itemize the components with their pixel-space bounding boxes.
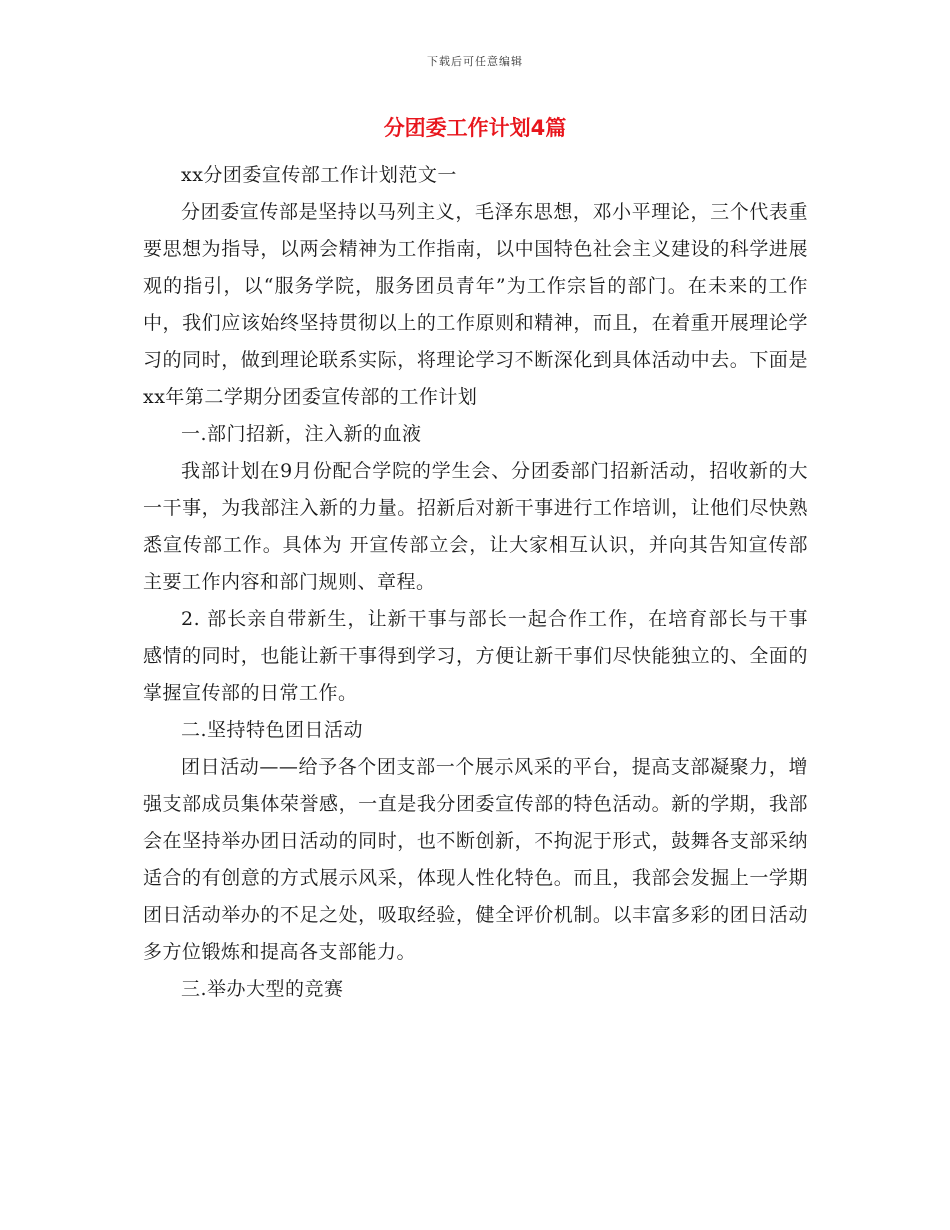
paragraph-intro-heading: xx分团委宣传部工作计划范文一 bbox=[181, 164, 457, 186]
section-heading-league-day: 二.坚持特色团日活动 bbox=[181, 719, 364, 741]
paragraph-mentoring: 2. 部长亲自带新生，让新干事与部长一起合作工作，在培育部长与干事感情的同时，也能让新干事得到学习，方便让新干事们尽快能独立的、全面的掌握宣传部的日常工作。 bbox=[143, 608, 808, 704]
paragraph-league-day: 团日活动——给予各个团支部一个展示风采的平台，提高支部凝聚力，增强支部成员集体荣誉感，一直是我分团委宣传部的特色活动。新的学期，我部会在坚持举办团日活动的同时，也不断创新，不拘泥于形式，鼓舞各支部采纳适合的有创意的方式展示风采，体现人性化特色。而且，我部会发掘上一学期团日活动举办的不足之处，吸取经验，健全评价机制。以丰富多彩的团日活动多方位锻炼和提高各支部能力。 bbox=[143, 756, 808, 963]
document-title: 分团委工作计划4篇 bbox=[383, 116, 567, 140]
section-heading-recruitment: 一.部门招新，注入新的血液 bbox=[181, 423, 422, 445]
paragraph-overview: 分团委宣传部是坚持以马列主义，毛泽东思想，邓小平理论，三个代表重要思想为指导，以两会精神为工作指南，以中国特色社会主义建设的科学进展观的指引，以“服务学院，服务团员青年”为工作宗旨的部门。在未来的工作中，我们应该始终坚持贯彻以上的工作原则和精神，而且，在着重开展理论学习的同时，做到理论联系实际，将理论学习不断深化到具体活动中去。下面是xx年第二学期分团委宣传部的工作计划 bbox=[143, 201, 808, 408]
document-body bbox=[143, 157, 808, 1008]
header-note: 下载后可任意编辑 bbox=[427, 55, 523, 68]
section-heading-competition: 三.举办大型的竞赛 bbox=[181, 978, 344, 1000]
paragraph-recruitment: 我部计划在9月份配合学院的学生会、分团委部门招新活动，招收新的大一干事，为我部注入新的力量。招新后对新干事进行工作培训，让他们尽快熟悉宣传部工作。具体为 开宣传部立会，让大家相互认识，并向其告知宣传部主要工作内容和部门规则、章程。 bbox=[143, 460, 808, 593]
